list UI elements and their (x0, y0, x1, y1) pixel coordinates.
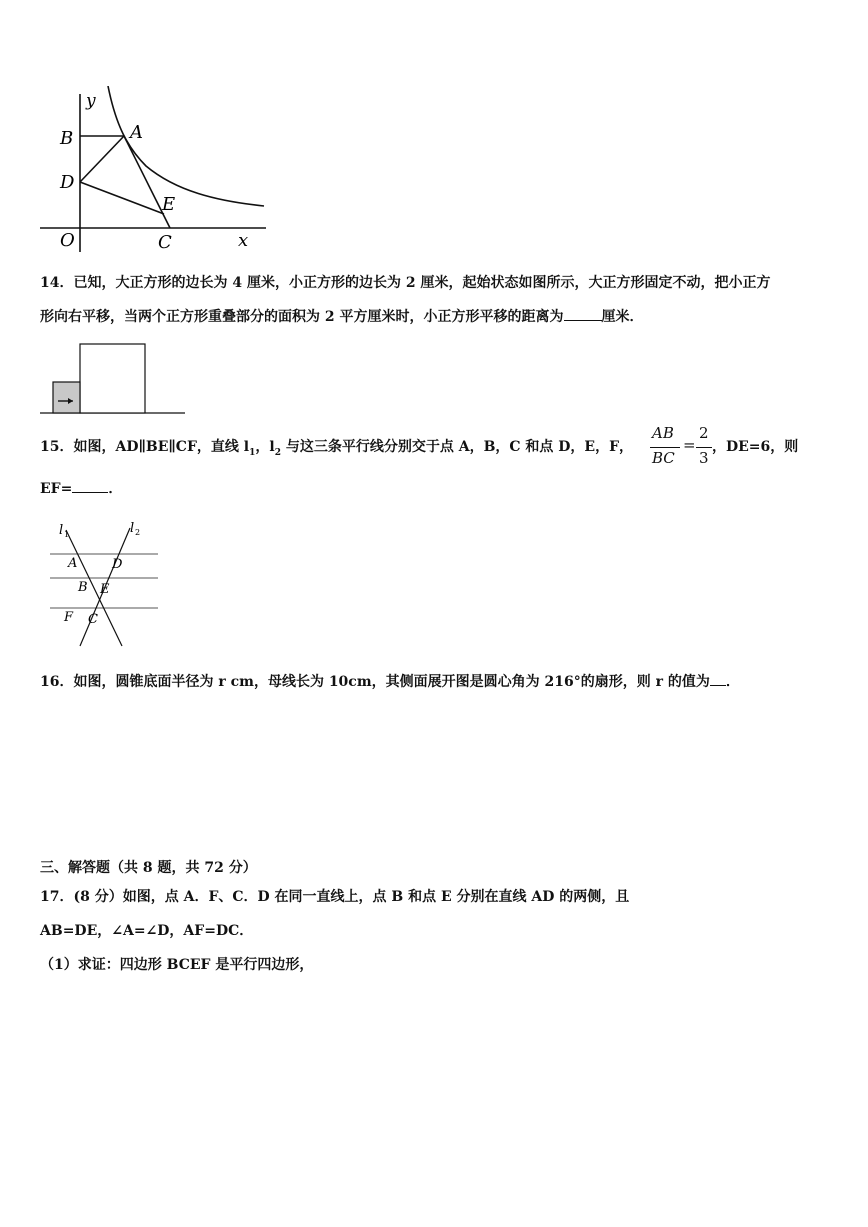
q14-answer-blank (564, 306, 602, 321)
q14-line2-end: 厘米． (601, 309, 644, 325)
q15-answer-blank (72, 478, 108, 493)
label-A: A (130, 122, 143, 143)
parallel-lines-figure (40, 518, 170, 653)
label-C: C (88, 612, 98, 627)
q15-line1-end: ，DE=6，则 (712, 439, 799, 455)
q16-end: ． (725, 674, 740, 690)
q16-question: 16．如图，圆锥底面半径为 r cm，母线长为 10cm，其侧面展开图是圆心角为 216°的扇形，则 r 的值为 (40, 674, 710, 690)
label-x: x (238, 230, 249, 251)
small-square (53, 382, 80, 413)
frac-bar-2 (696, 447, 712, 448)
q17-part1: （1）求证：四边形 BCEF 是平行四边形， (40, 957, 314, 973)
frac-bar-1 (650, 447, 680, 448)
q15-text-a: 15．如图，AD∥BE∥CF，直线 l (40, 439, 250, 455)
frac-equals: = (683, 436, 696, 454)
label-A: A (68, 556, 78, 571)
q15-sep: ，l (255, 439, 275, 455)
q15-sub1: 1 (249, 447, 256, 458)
q14-line2-text: 形向右平移，当两个正方形重叠部分的面积为 2 平方厘米时，小正方形平移的距离为 (40, 309, 564, 325)
label-D: D (60, 172, 75, 193)
frac-numerator: AB (652, 424, 674, 442)
q17-line1: 17．(8 分）如图，点 A．F、C．D 在同一直线上，点 B 和点 E 分别在直线 AD 的两侧，且 (40, 889, 630, 905)
label-l1: l (59, 523, 64, 538)
large-square (80, 344, 145, 413)
squares-figure (40, 340, 190, 420)
q15-line1 (40, 437, 633, 463)
q15-fraction (650, 424, 720, 470)
q15-text-b: 与这三条平行线分别交于点 A，B，C 和点 D，E，F， (280, 439, 634, 455)
label-l2: l (130, 521, 135, 536)
section-title: 三、解答题（共 8 题，共 72 分） (40, 860, 257, 876)
segment-DE (80, 182, 164, 214)
q15-ef-label: EF= (40, 481, 73, 497)
label-B: B (60, 128, 74, 149)
q15-line2 (40, 478, 122, 499)
label-B: B (78, 580, 88, 595)
label-y: y (86, 91, 96, 111)
label-E: E (162, 194, 176, 215)
q15-line2-end: ． (108, 481, 123, 497)
frac-value-num: 2 (699, 424, 709, 442)
q16-answer-blank (710, 671, 726, 686)
frac-value-den: 3 (699, 449, 709, 467)
label-E: E (100, 582, 110, 597)
hyperbola-figure (36, 86, 276, 256)
label-l2-sub: 2 (135, 528, 141, 537)
q17-line2: AB=DE，∠A=∠D，AF=DC． (40, 923, 254, 939)
hyperbola-curve (108, 86, 264, 206)
label-F: F (64, 610, 74, 625)
q14-line1: 14．已知，大正方形的边长为 4 厘米，小正方形的边长为 2 厘米，起始状态如图所示，大正方形固定不动，把小正方 (40, 275, 771, 291)
q14-line2 (40, 306, 644, 327)
label-O: O (60, 230, 75, 251)
q15-sub2: 2 (274, 447, 281, 458)
line-l1 (66, 530, 122, 646)
segment-DA (80, 136, 124, 182)
q16-text (40, 671, 740, 692)
label-l1-sub: 1 (64, 530, 70, 539)
label-D: D (112, 557, 123, 572)
frac-denominator: BC (652, 449, 675, 467)
label-C: C (158, 232, 172, 253)
